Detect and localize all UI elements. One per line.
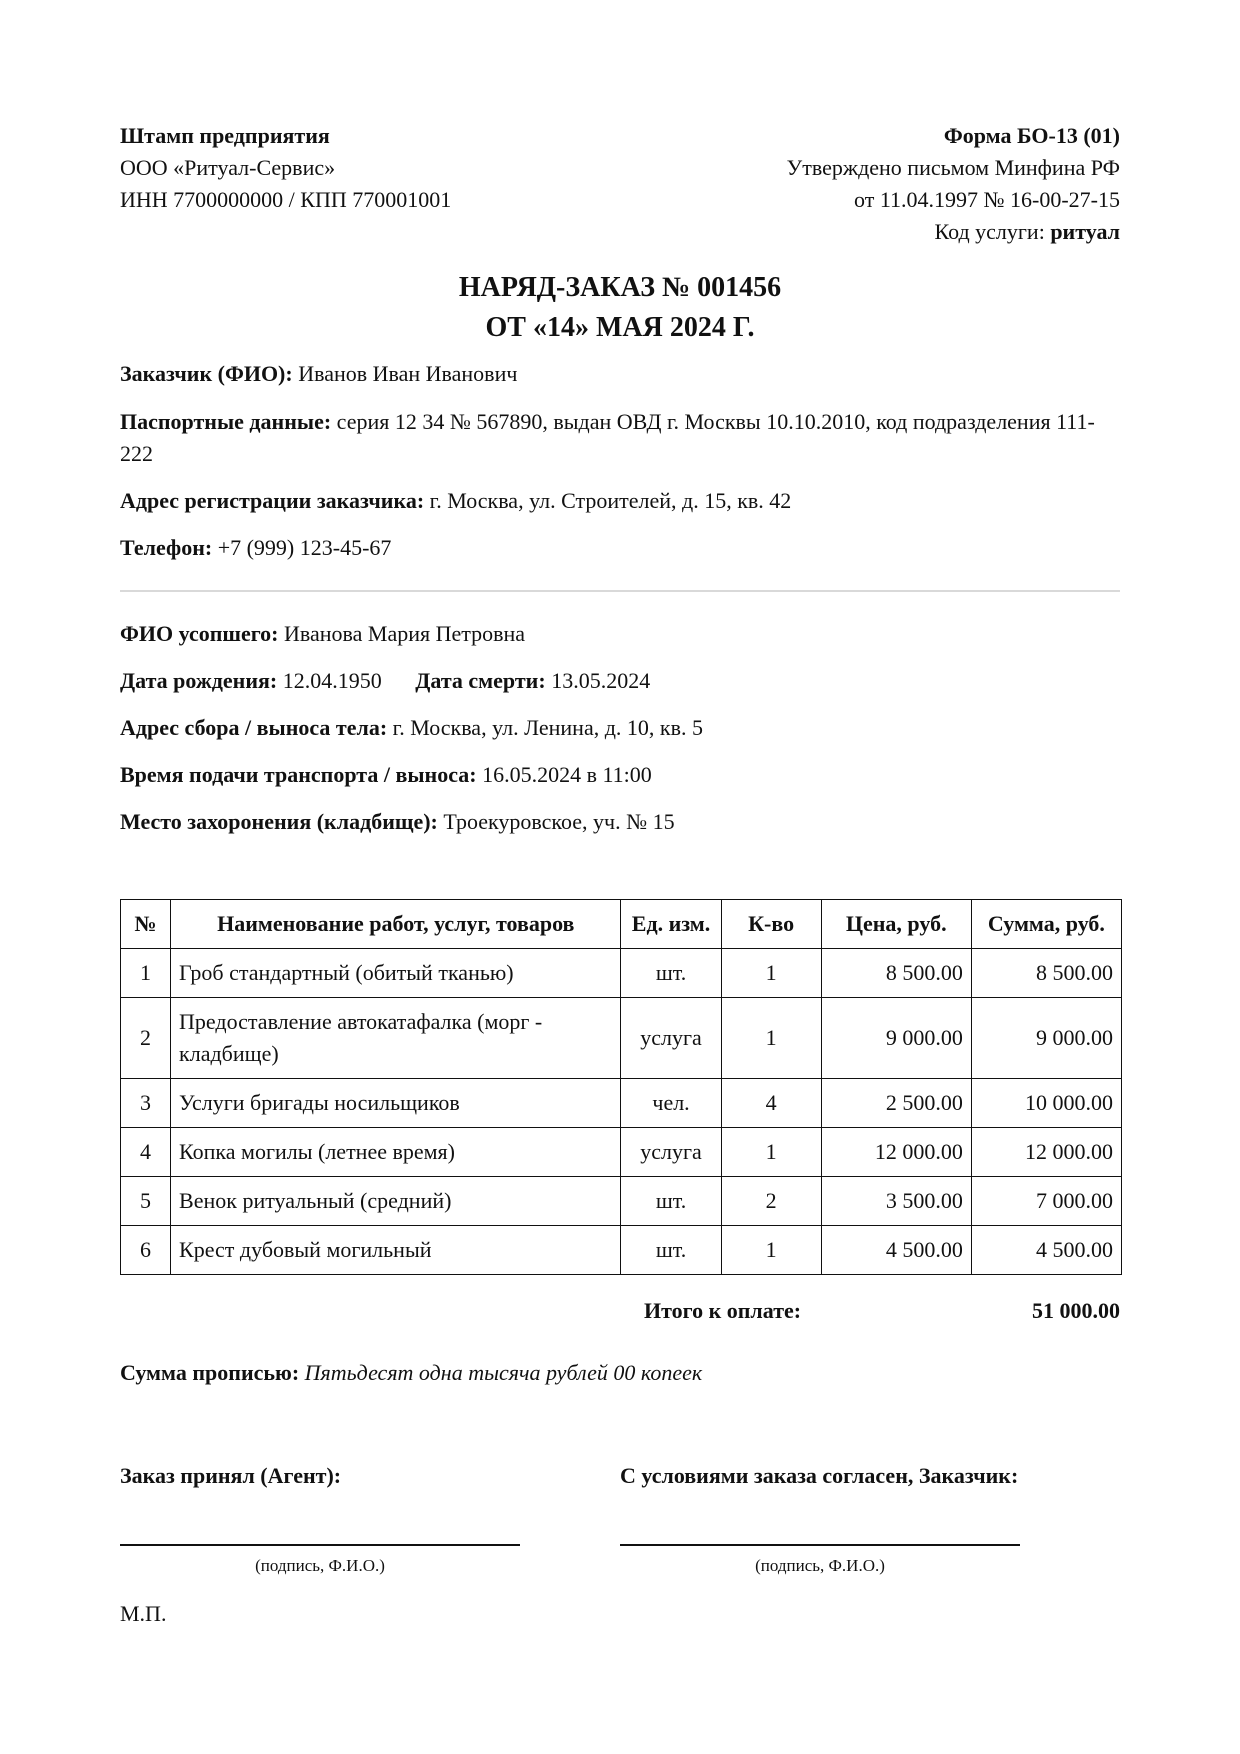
amount-words-label: Сумма прописью: [120, 1360, 300, 1385]
stamp-place: М.П. [120, 1601, 167, 1626]
customer-name-value: Иванов Иван Иванович [298, 361, 518, 386]
header-left [120, 120, 451, 248]
death-date-value: 13.05.2024 [551, 668, 651, 693]
cell-unit: услуга [621, 1128, 721, 1177]
inn-kpp: ИНН 7700000000 / КПП 770001001 [120, 187, 452, 212]
agent-signature-hint: (подпись, Ф.И.О.) [255, 1556, 385, 1575]
phone-field [120, 532, 1120, 564]
agent-signature-label: Заказ принял (Агент): [120, 1463, 342, 1488]
cell-qty: 1 [721, 1128, 821, 1177]
birth-date-value: 12.04.1950 [282, 668, 382, 693]
form-name: Форма БО-13 (01) [943, 123, 1120, 148]
services-table [120, 899, 1122, 1275]
burial-place-field [120, 806, 1120, 838]
pickup-address-field [120, 712, 1120, 744]
customer-signature-hint: (подпись, Ф.И.О.) [755, 1556, 885, 1575]
cell-name: Венок ритуальный (средний) [171, 1177, 621, 1226]
total-value: 51 000.00 [1032, 1298, 1120, 1323]
table-row [121, 1177, 1122, 1226]
cell-sum: 7 000.00 [971, 1177, 1121, 1226]
cell-name: Услуги бригады носильщиков [171, 1079, 621, 1128]
deceased-name-value: Иванова Мария Петровна [284, 621, 526, 646]
document-header [120, 120, 1120, 248]
agent-signature-line [120, 1544, 520, 1546]
death-date-label: Дата смерти: [415, 668, 546, 693]
col-header-unit: Ед. изм. [621, 900, 721, 949]
birth-date-label: Дата рождения: [120, 668, 278, 693]
deceased-name-label: ФИО усопшего: [120, 621, 279, 646]
table-row [121, 1226, 1122, 1275]
customer-section [120, 358, 1120, 564]
cell-number: 3 [121, 1079, 171, 1128]
pickup-address-value: г. Москва, ул. Ленина, д. 10, кв. 5 [392, 715, 703, 740]
amount-in-words [120, 1357, 1120, 1389]
cell-unit: шт. [621, 1226, 721, 1275]
document-title [120, 268, 1120, 348]
dates-field [120, 665, 1120, 697]
cell-price: 9 000.00 [821, 998, 971, 1079]
cell-sum: 4 500.00 [971, 1226, 1121, 1275]
transport-time-value: 16.05.2024 в 11:00 [482, 762, 652, 787]
cell-sum: 12 000.00 [971, 1128, 1121, 1177]
passport-value: серия 12 34 № 567890, выдан ОВД г. Москвы 10.10.2010, код подразделения 111-222 [120, 409, 1095, 466]
service-code-label: Код услуги: [934, 219, 1045, 244]
cell-qty: 2 [721, 1177, 821, 1226]
deceased-section [120, 618, 1120, 838]
col-header-price: Цена, руб. [821, 900, 971, 949]
cell-unit: чел. [621, 1079, 721, 1128]
cell-sum: 10 000.00 [971, 1079, 1121, 1128]
customer-address-value: г. Москва, ул. Строителей, д. 15, кв. 42 [429, 488, 792, 513]
phone-label: Телефон: [120, 535, 213, 560]
cell-sum: 9 000.00 [971, 998, 1121, 1079]
cell-qty: 4 [721, 1079, 821, 1128]
cell-sum: 8 500.00 [971, 949, 1121, 998]
total-label: Итого к оплате: [644, 1298, 802, 1323]
cell-price: 12 000.00 [821, 1128, 971, 1177]
customer-address-field [120, 485, 1120, 517]
section-divider [120, 590, 1120, 592]
title-line-2: ОТ «14» МАЯ 2024 Г. [485, 312, 755, 343]
cell-name: Гроб стандартный (обитый тканью) [171, 949, 621, 998]
service-code [787, 216, 1120, 248]
table-row [121, 998, 1122, 1079]
cell-name: Копка могилы (летнее время) [171, 1128, 621, 1177]
customer-signature-label: С условиями заказа согласен, Заказчик: [620, 1463, 1019, 1488]
passport-field [120, 406, 1120, 470]
phone-value: +7 (999) 123-45-67 [217, 535, 392, 560]
customer-signature-line [620, 1544, 1020, 1546]
col-header-sum: Сумма, руб. [971, 900, 1121, 949]
cell-price: 8 500.00 [821, 949, 971, 998]
burial-place-label: Место захоронения (кладбище): [120, 809, 438, 834]
table-row [121, 1128, 1122, 1177]
cell-number: 6 [121, 1226, 171, 1275]
cell-name: Крест дубовый могильный [171, 1226, 621, 1275]
table-header-row [121, 900, 1122, 949]
cell-unit: услуга [621, 998, 721, 1079]
stamp-label: Штамп предприятия [120, 123, 330, 148]
approved-date: от 11.04.1997 № 16-00-27-15 [854, 187, 1120, 212]
signatures-section [120, 1420, 1120, 1650]
cell-unit: шт. [621, 949, 721, 998]
customer-name-label: Заказчик (ФИО): [120, 361, 293, 386]
cell-price: 4 500.00 [821, 1226, 971, 1275]
cell-qty: 1 [721, 998, 821, 1079]
passport-label: Паспортные данные: [120, 409, 332, 434]
cell-number: 1 [121, 949, 171, 998]
customer-name-field [120, 358, 1120, 390]
col-header-number: № [121, 900, 171, 949]
cell-qty: 1 [721, 949, 821, 998]
cell-price: 3 500.00 [821, 1177, 971, 1226]
cell-number: 4 [121, 1128, 171, 1177]
transport-time-field [120, 759, 1120, 791]
cell-unit: шт. [621, 1177, 721, 1226]
cell-qty: 1 [721, 1226, 821, 1275]
transport-time-label: Время подачи транспорта / выноса: [120, 762, 477, 787]
title-line-1: НАРЯД-ЗАКАЗ № 001456 [458, 272, 782, 303]
table-row [121, 1079, 1122, 1128]
service-code-value: ритуал [1050, 219, 1120, 244]
customer-address-label: Адрес регистрации заказчика: [120, 488, 425, 513]
amount-words-value: Пятьдесят одна тысяча рублей 00 копеек [304, 1360, 703, 1385]
document-page [120, 120, 1120, 1626]
org-name: ООО «Ритуал-Сервис» [120, 155, 336, 180]
cell-price: 2 500.00 [821, 1079, 971, 1128]
burial-place-value: Троекуровское, уч. № 15 [443, 809, 675, 834]
approved-text: Утверждено письмом Минфина РФ [786, 155, 1120, 180]
table-row [121, 949, 1122, 998]
col-header-qty: К-во [721, 900, 821, 949]
deceased-name-field [120, 618, 1120, 650]
cell-number: 2 [121, 998, 171, 1079]
pickup-address-label: Адрес сбора / выноса тела: [120, 715, 388, 740]
header-right [787, 120, 1120, 248]
cell-name: Предоставление автокатафалка (морг - кладбище) [171, 998, 621, 1079]
cell-number: 5 [121, 1177, 171, 1226]
col-header-name: Наименование работ, услуг, товаров [171, 900, 621, 949]
